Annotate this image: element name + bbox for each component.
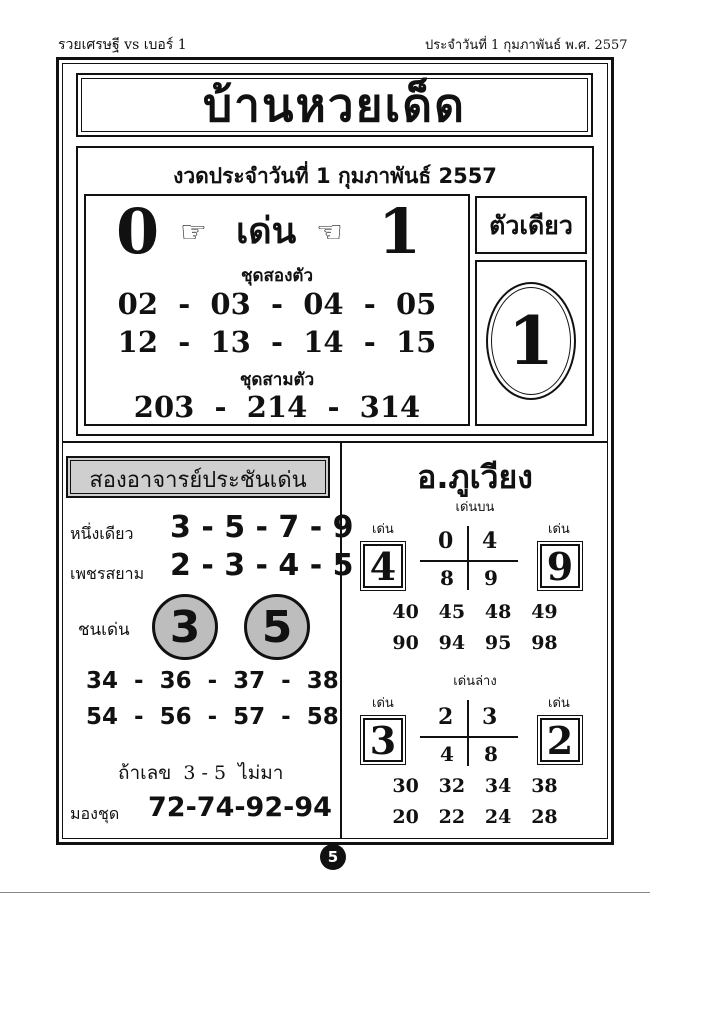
circle-digit-2	[244, 594, 310, 660]
upper-row2: 90 94 95 98	[392, 632, 558, 654]
list-row2: 54 - 56 - 57 - 58	[86, 704, 339, 730]
mong-label: มองชุด	[70, 804, 120, 823]
circle-digit-2-text: 5	[261, 601, 293, 653]
upper-right-box: 9	[540, 544, 580, 588]
lower-cross-h	[420, 736, 518, 738]
row3-label: ชนเด่น	[78, 620, 130, 640]
lower-cross-br: 8	[484, 742, 498, 766]
list-row1: 34 - 36 - 37 - 38	[86, 668, 339, 694]
upper-row1: 40 45 48 49	[392, 601, 558, 623]
bottom-scan-line	[0, 892, 650, 893]
three-digit-row: 203 - 214 - 314	[133, 390, 421, 424]
row1-value: 3 - 5 - 7 - 9	[170, 510, 354, 545]
pointing-hand-right-icon: ☞	[180, 215, 207, 250]
lower-left-box: 3	[363, 718, 403, 762]
page-number-badge	[320, 844, 346, 870]
upper-side-label-left: เด่น	[372, 522, 394, 537]
row2-label: เพชรสยาม	[70, 564, 145, 583]
upper-label: เด่นบน	[455, 500, 495, 515]
row1-label: หนึ่งเดียว	[70, 524, 134, 543]
lower-row1: 30 32 34 38	[392, 775, 558, 797]
lower-cross-tr: 3	[482, 704, 498, 730]
lower-cross-bl: 4	[440, 742, 454, 766]
single-label: ตัวเดียว	[489, 211, 573, 240]
main-left-digit: 0	[116, 195, 160, 268]
three-digit-label: ชุดสามตัว	[239, 370, 315, 390]
circle-digit-1-text: 3	[169, 601, 201, 653]
right-panel-title: อ.ภูเวียง	[417, 458, 533, 496]
lower-row2: 20 22 24 28	[392, 806, 558, 828]
header-right-text: ประจำวันที่ 1 กุมภาพันธ์ พ.ศ. 2557	[425, 38, 628, 53]
two-digit-row1: 02 - 03 - 04 - 05	[117, 287, 437, 321]
upper-cross-h	[420, 560, 518, 562]
header-left-text: รวยเศรษฐี vs เบอร์ 1	[58, 37, 187, 53]
banner-title: บ้านหวยเด็ด	[202, 78, 467, 132]
single-digit-circle	[486, 282, 576, 400]
upper-cross-tr: 4	[482, 528, 498, 554]
two-digit-label: ชุดสองตัว	[240, 266, 314, 286]
lower-side-label-left: เด่น	[372, 696, 394, 711]
upper-cross-tl: 0	[438, 528, 454, 554]
row2-value: 2 - 3 - 4 - 5	[170, 548, 354, 583]
pointing-hand-left-icon: ☜	[316, 215, 343, 250]
two-digit-row2: 12 - 13 - 14 - 15	[117, 325, 437, 359]
upper-cross-v	[467, 526, 469, 590]
page-number: 5	[327, 848, 339, 866]
main-word: เด่น	[236, 211, 297, 252]
lower-cross-v	[467, 700, 469, 766]
upper-cross-bl: 8	[440, 566, 454, 590]
single-digit: 1	[508, 302, 554, 380]
upper-left-box: 4	[363, 544, 403, 588]
lower-cross-tl: 2	[438, 704, 454, 730]
circle-digit-1	[152, 594, 218, 660]
left-panel-title: สองอาจารย์ประชันเด่น	[89, 468, 307, 493]
main-right-digit: 1	[378, 195, 422, 268]
lower-side-label-right: เด่น	[548, 696, 570, 711]
mong-value: 72-74-92-94	[148, 792, 332, 823]
draw-date-line: งวดประจำวันที่ 1 กุมภาพันธ์ 2557	[173, 164, 497, 188]
section-divider	[62, 441, 608, 443]
lower-right-box: 2	[540, 718, 580, 762]
note-text: ถ้าเลข 3 - 5 ไม่มา	[118, 762, 284, 784]
upper-side-label-right: เด่น	[548, 522, 570, 537]
upper-cross-br: 9	[484, 566, 498, 590]
lower-label: เด่นล่าง	[453, 674, 497, 689]
